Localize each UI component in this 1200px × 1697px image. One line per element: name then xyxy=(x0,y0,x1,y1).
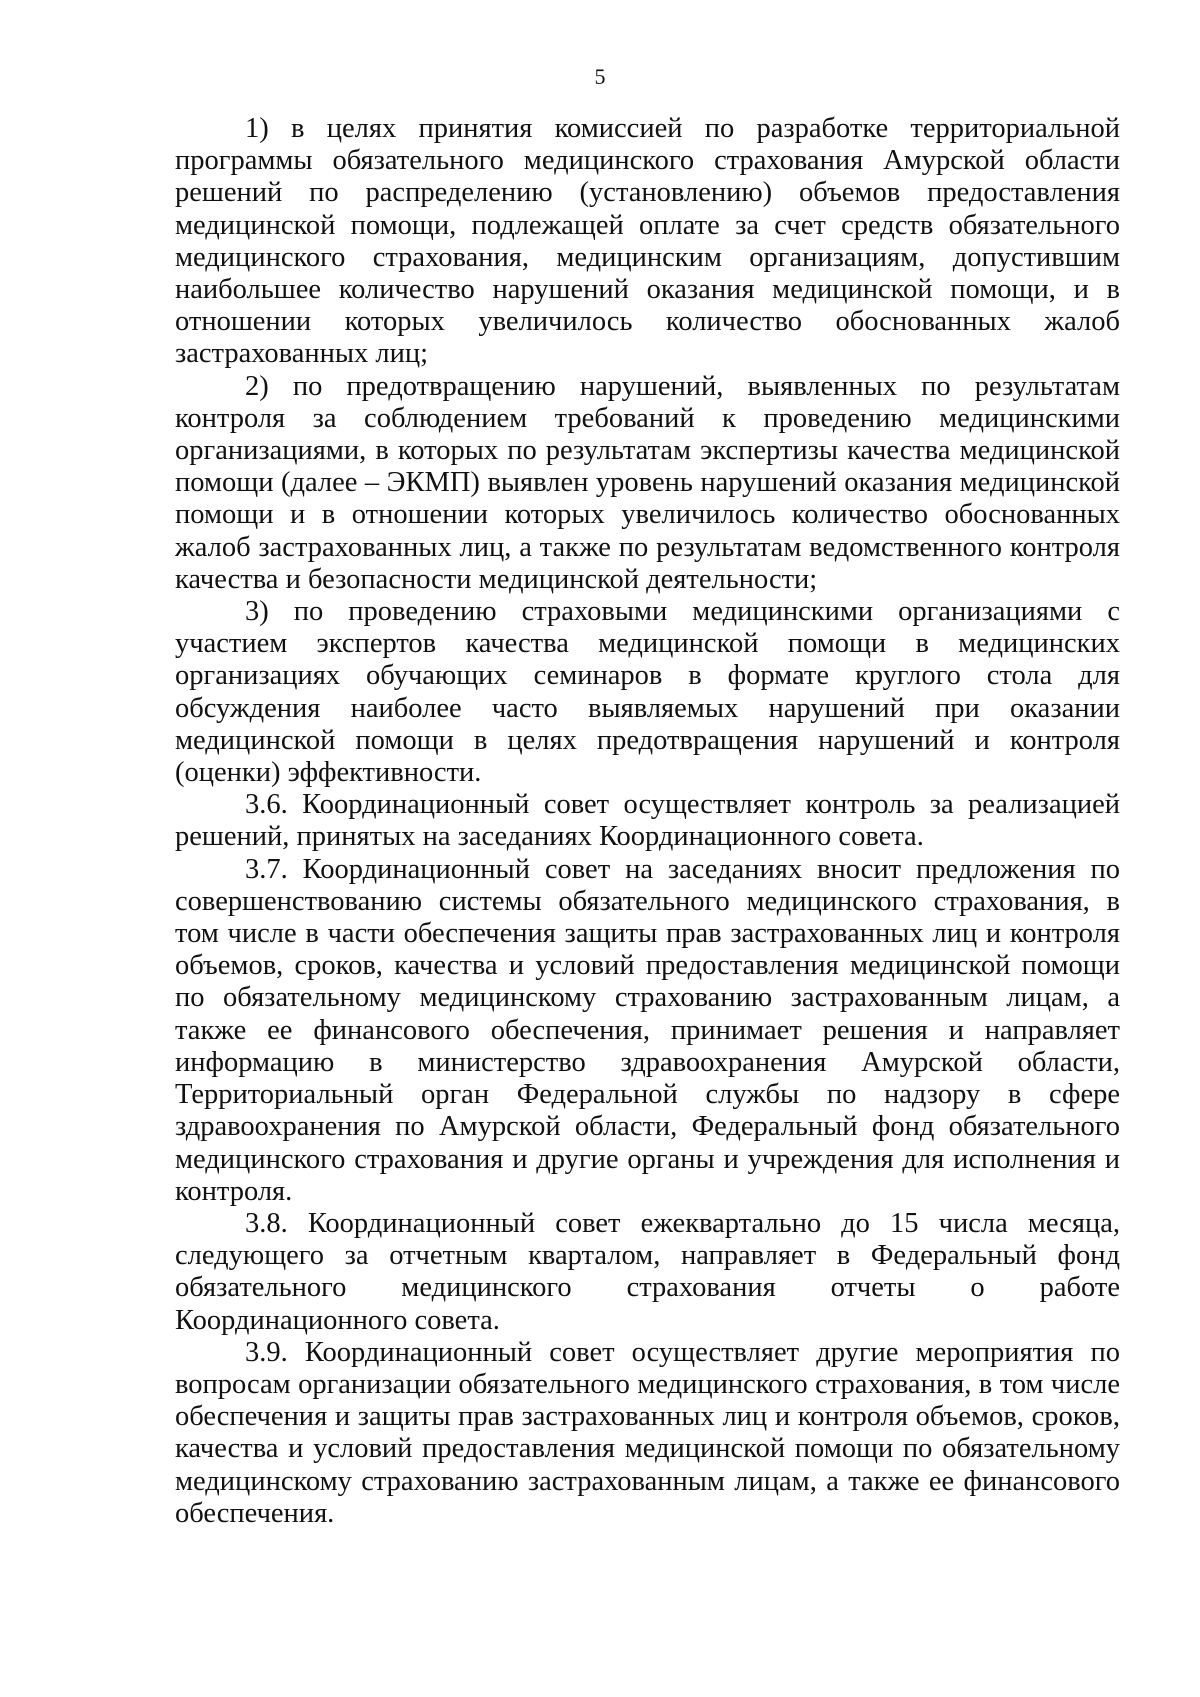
paragraph-3-8: 3.8. Координационный совет ежеквартально до 15 числа месяца, следующего за отчетным кварталом, направляет в Федеральный фонд обязательного медицинского страхования отчеты о работе Координационного совета. xyxy=(175,1207,1120,1336)
paragraph-item-3: 3) по проведению страховыми медицинскими организациями с участием экспертов качества медицинской помощи в медицинских организациях обучающих семинаров в формате круглого стола для обсуждения наиболее часто выявляемых нарушений при оказании медицинской помощи в целях предотвращения нарушений и контроля (оценки) эффективности. xyxy=(175,596,1120,789)
paragraph-item-2: 2) по предотвращению нарушений, выявленных по результатам контроля за соблюдением требований к проведению медицинскими организациями, в которых по результатам экспертизы качества медицинской помощи (далее – ЭКМП) выявлен уровень нарушений оказания медицинской помощи и в отношении которых увеличилось количество обоснованных жалоб застрахованных лиц, а также по результатам ведомственного контроля качества и безопасности медицинской деятельности; xyxy=(175,370,1120,595)
paragraph-3-6: 3.6. Координационный совет осуществляет контроль за реализацией решений, принятых на заседаниях Координационного совета. xyxy=(175,789,1120,853)
document-body xyxy=(175,113,1120,1530)
paragraph-item-1: 1) в целях принятия комиссией по разработке территориальной программы обязательного медицинского страхования Амурской области решений по распределению (установлению) объемов предоставления медицинской помощи, подлежащей оплате за счет средств обязательного медицинского страхования, медицинским организациям, допустившим наибольшее количество нарушений оказания медицинской помощи, и в отношении которых увеличилось количество обоснованных жалоб застрахованных лиц; xyxy=(175,113,1120,370)
paragraph-3-7: 3.7. Координационный совет на заседаниях вносит предложения по совершенствованию системы обязательного медицинского страхования, в том числе в части обеспечения защиты прав застрахованных лиц и контроля объемов, сроков, качества и условий предоставления медицинской помощи по обязательному медицинскому страхованию застрахованным лицам, а также ее финансового обеспечения, принимает решения и направляет информацию в министерство здравоохранения Амурской области, Территориальный орган Федеральной службы по надзору в сфере здравоохранения по Амурской области, Федеральный фонд обязательного медицинского страхования и другие органы и учреждения для исполнения и контроля. xyxy=(175,853,1120,1207)
page-number: 5 xyxy=(594,64,606,89)
paragraph-3-9: 3.9. Координационный совет осуществляет другие мероприятия по вопросам организации обязательного медицинского страхования, в том числе обеспечения и защиты прав застрахованных лиц и контроля объемов, сроков, качества и условий предоставления медицинской помощи по обязательному медицинскому страхованию застрахованным лицам, а также ее финансового обеспечения. xyxy=(175,1336,1120,1529)
